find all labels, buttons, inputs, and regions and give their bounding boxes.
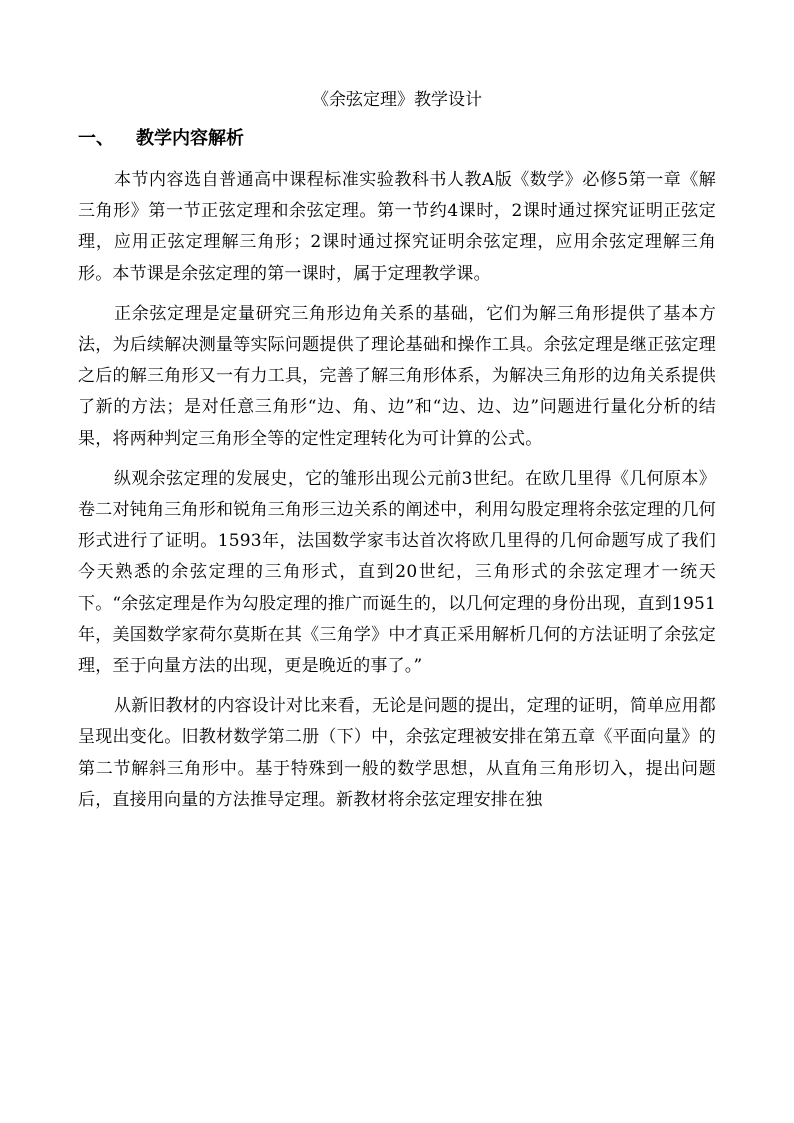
paragraph-theorem-significance: 正余弦定理是定量研究三角形边角关系的基础，它们为解三角形提供了基本方法，为后续解决测量等实际问题提供了理论基础和操作工具。余弦定理是继正弦定理之后的解三角形又一有力工具，完善了解三角形体系，为解决三角形的边角关系提供了新的方法；是对任意三角形“边、角、边”和“边、边、边”问题进行量化分析的结果，将两种判定三角形全等的定性定理转化为可计算的公式。 [78, 303, 716, 449]
paragraph-theorem-history: 纵观余弦定理的发展史，它的雏形出现公元前3世纪。在欧几里得《几何原本》卷二对钝角三角形和锐角三角形三边关系的阐述中，利用勾股定理将余弦定理的几何形式进行了证明。1593年，法国数学家韦达首次将欧几里得的几何命题写成了我们今天熟悉的余弦定理的三角形式，直到20世纪，三角形式的余弦定理才一统天下。“余弦定理是作为勾股定理的推广而诞生的，以几何定理的身份出现，直到1951年，美国数学家荷尔莫斯在其《三角学》中才真正采用解析几何的方法证明了余弦定理，至于向量方法的出现，更是晚近的事了。” [78, 468, 716, 677]
section-heading [78, 126, 718, 152]
section-heading-text: 教学内容解析 [136, 128, 244, 149]
document-title: 《余弦定理》教学设计 [312, 90, 482, 110]
paragraph-content-source: 本节内容选自普通高中课程标准实验教科书人教A版《数学》必修5第一章《解三角形》第一节正弦定理和余弦定理。第一节约4课时，2课时通过探究证明正弦定理，应用正弦定理解三角形；2课时通过探究证明余弦定理，应用余弦定理解三角形。本节课是余弦定理的第一课时，属于定理教学课。 [78, 170, 716, 284]
document-body [78, 165, 716, 816]
section-number: 一、 [78, 128, 114, 149]
paragraph-textbook-comparison: 从新旧教材的内容设计对比来看，无论是问题的提出，定理的证明，简单应用都呈现出变化。旧教材数学第二册（下）中，余弦定理被安排在第五章《平面向量》的第二节解斜三角形中。基于特殊到一般的数学思想，从直角三角形切入，提出问题后，直接用向量的方法推导定理。新教材将余弦定理安排在独 [78, 696, 716, 810]
